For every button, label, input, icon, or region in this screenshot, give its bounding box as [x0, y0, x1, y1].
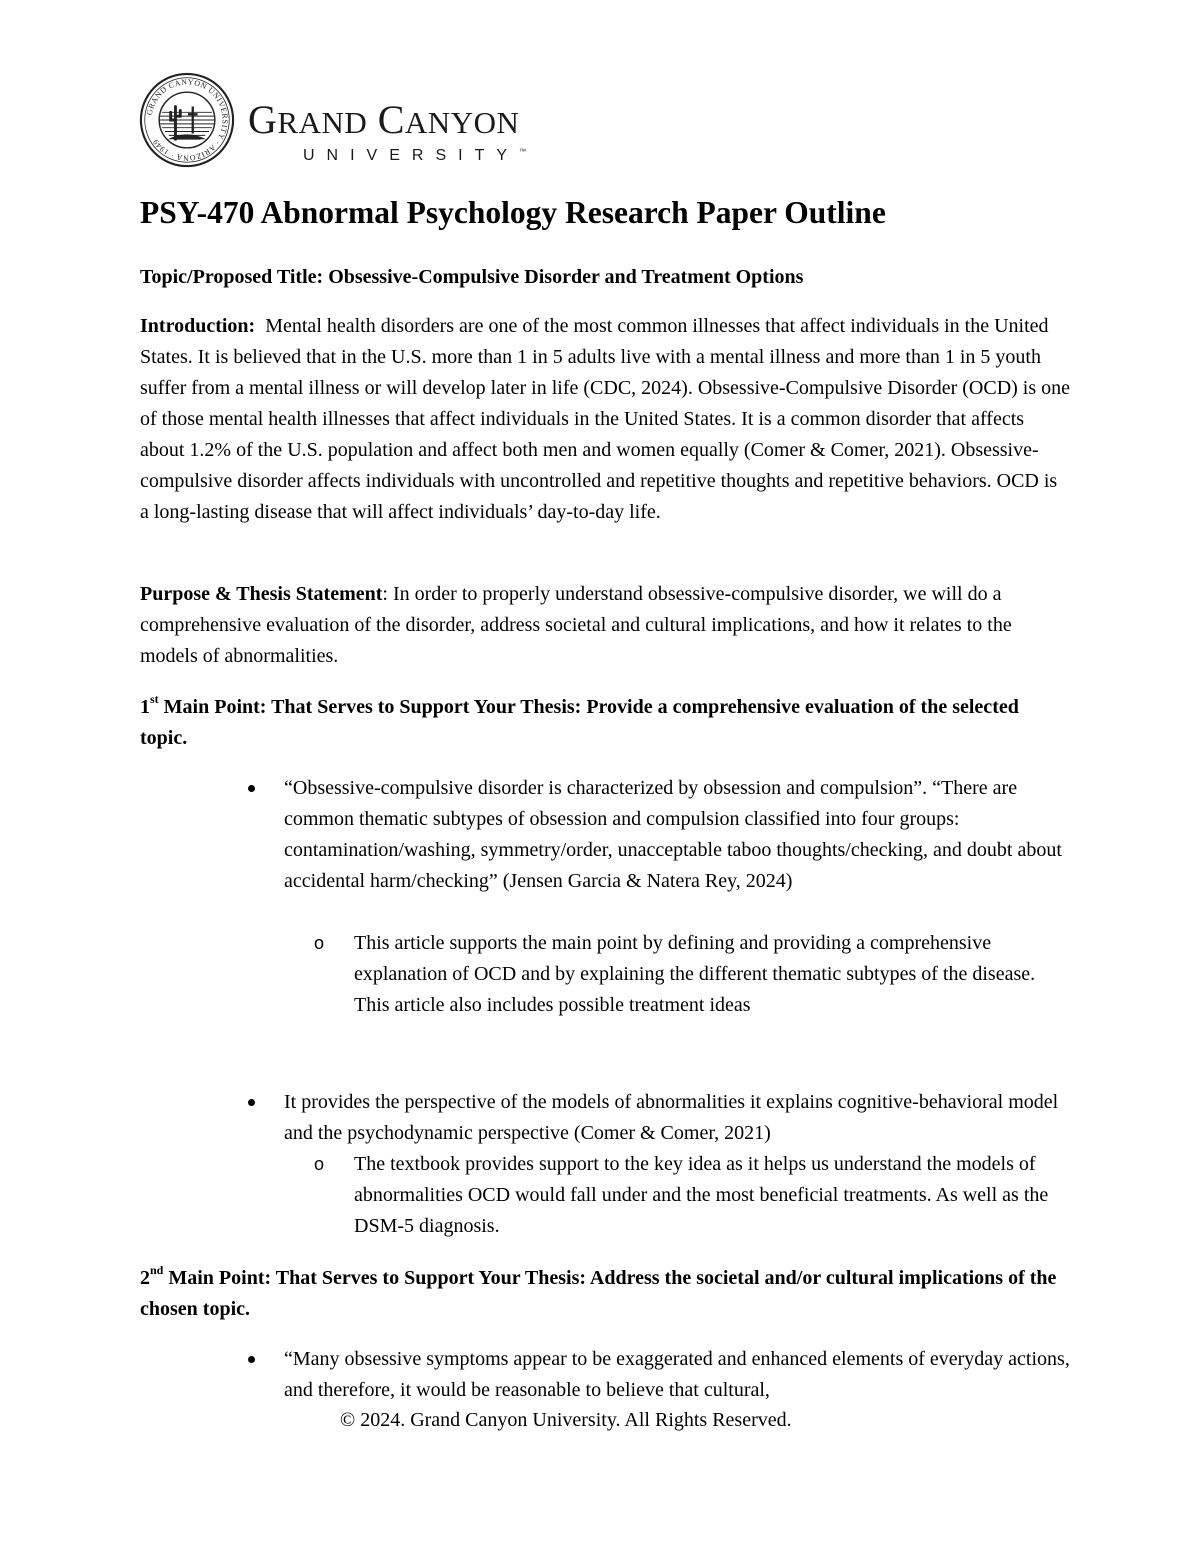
page-title: PSY-470 Abnormal Psychology Research Paper Outline: [140, 195, 886, 230]
main-point-1-heading: 1st Main Point: That Serves to Support Your Thesis: Provide a comprehensive evaluation of the selected topic.: [140, 692, 1019, 749]
topic-line: [140, 262, 1070, 293]
sub-list-item: [314, 1149, 1074, 1242]
bullet-icon: [248, 1099, 255, 1106]
introduction-paragraph: [140, 311, 1076, 528]
wordmark-name: GRAND CANYON: [248, 97, 520, 142]
bullet-text: It provides the perspective of the models of abnormalities it explains cognitive-behavioral model and the psychodynamic perspective (Comer & Comer, 2021): [284, 1091, 1059, 1144]
sub-bullet-text: The textbook provides support to the key idea as it helps us understand the models of abnormalities OCD would fall under and the most beneficial treatments. As well as the DSM-5 diagnosis.: [354, 1153, 1049, 1237]
university-logo: [138, 72, 608, 168]
purpose-paragraph: [140, 579, 1070, 672]
copyright-footer: © 2024. Grand Canyon University. All Rights Reserved.: [340, 1409, 792, 1431]
topic-value: Obsessive-Compulsive Disorder and Treatment Options: [328, 266, 804, 288]
bullet-text: “Obsessive-compulsive disorder is characterized by obsession and compulsion”. “There are common thematic subtypes of obsession and compulsion classified into four groups: contamination/washing, symmetry/order, unacceptable taboo thoughts/checking, and doubt about accidental harm/checking” (Jensen Garcia & Natera Rey, 2024): [284, 777, 1062, 892]
sub-bullet-icon: o: [314, 933, 325, 953]
topic-label: Topic/Proposed Title:: [140, 266, 329, 288]
purpose-text: : In order to properly understand obsessive-compulsive disorder, we will do a comprehensive evaluation of the disorder, address societal and cultural implications, and how it relates to the models of abnormalities.: [140, 583, 1012, 667]
list-item: [284, 773, 1074, 897]
wordmark-subtitle: UNIVERSITY™: [303, 147, 527, 164]
university-seal-icon: [138, 72, 236, 168]
sub-list-item: [314, 928, 1074, 1021]
seal-text: GRAND CANYON UNIVERSITY · ARIZONA · 1949: [144, 77, 230, 163]
university-wordmark: [248, 97, 608, 165]
list-item: [284, 1087, 1074, 1149]
purpose-label: Purpose & Thesis Statement: [140, 583, 383, 605]
introduction-label: Introduction:: [140, 315, 256, 337]
introduction-text: Mental health disorders are one of the most common illnesses that affect individuals in the United States. It is believed that in the U.S. more than 1 in 5 adults live with a mental illness and more than 1 in 5 youth suffer from a mental illness or will develop later in life (CDC, 2024). Obsessive-Compulsive Disorder (OCD) is one of those mental health illnesses that affect individuals in the United States. It is a common disorder that affects about 1.2% of the U.S. population and affect both men and women equally (Comer & Comer, 2021). Obsessive-compulsive disorder affects individuals with uncontrolled and repetitive thoughts and repetitive behaviors. OCD is a long-lasting disease that will affect individuals’ day-to-day life.: [140, 315, 1076, 523]
list-item: [284, 1344, 1074, 1406]
sub-bullet-text: This article supports the main point by defining and providing a comprehensive explanation of OCD and by explaining the different thematic subtypes of the disease. This article also includes possible treatment ideas: [354, 932, 1036, 1016]
sub-bullet-icon: o: [314, 1154, 325, 1174]
main-point-2-heading: 2nd Main Point: That Serves to Support Your Thesis: Address the societal and/or cultural implications of the chosen topic.: [140, 1263, 1057, 1320]
bullet-icon: [248, 1356, 255, 1363]
bullet-text: “Many obsessive symptoms appear to be exaggerated and enhanced elements of everyday actions, and therefore, it would be reasonable to believe that cultural,: [284, 1348, 1070, 1401]
bullet-icon: [248, 785, 255, 792]
